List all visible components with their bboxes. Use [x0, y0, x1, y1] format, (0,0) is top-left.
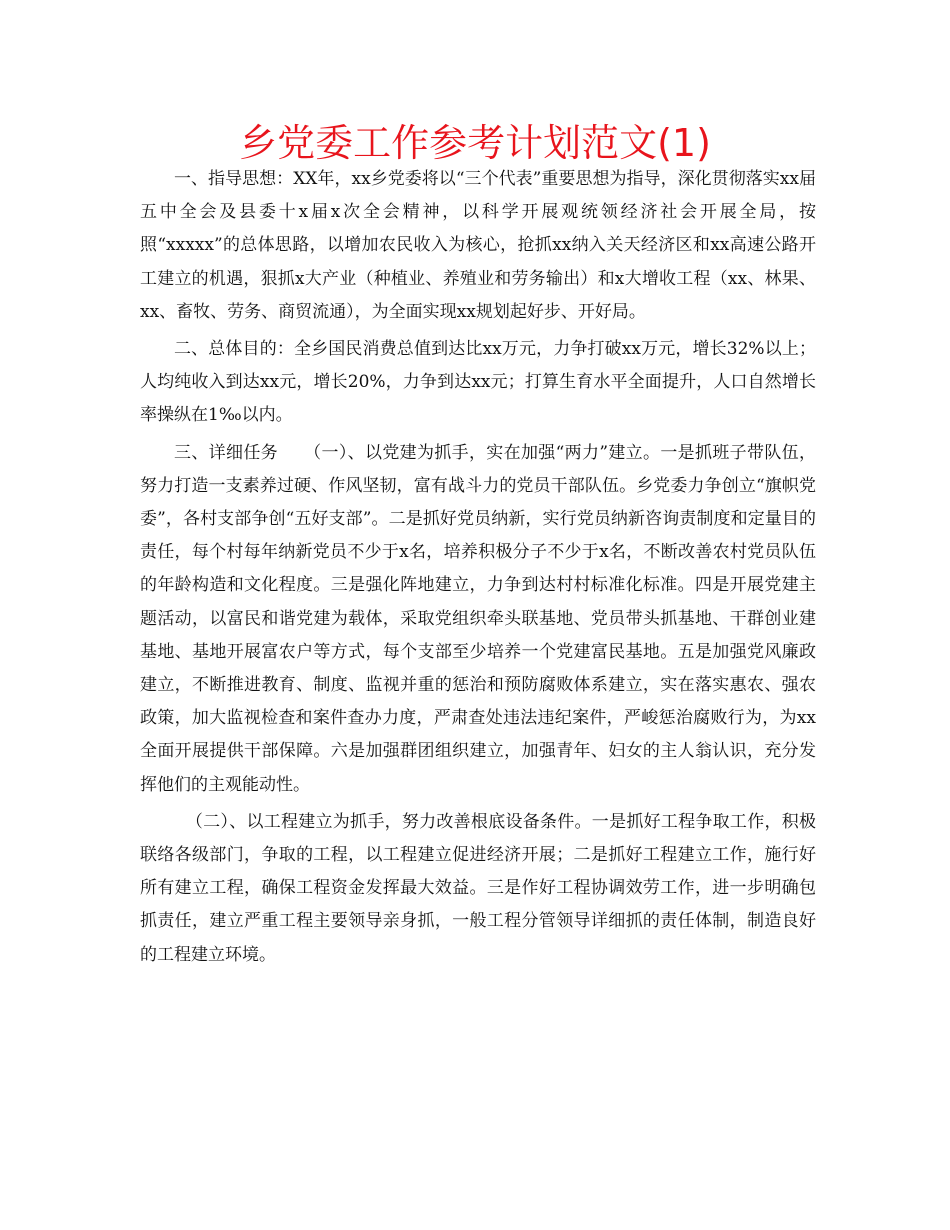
- document-title: 乡党委工作参考计划范文(1): [239, 121, 711, 165]
- paragraph-guiding-ideology: 一、指导思想：XX年，xx乡党委将以“三个代表”重要思想为指导，深化贯彻落实xx届五中全会及县委十x届x次全会精神，以科学开展观统领经济社会开展全局，按照“xxxxx”的总体思路，以增加农民收入为核心，抢抓xx纳入关天经济区和xx高速公路开工建立的机遇，狠抓x大产业（种植业、养殖业和劳务输出）和x大增收工程（xx、林果、xx、畜牧、劳务、商贸流通），为全面实现xx规划起好步、开好局。: [140, 169, 816, 322]
- document-body: [140, 163, 816, 976]
- paragraph-overall-goal: 二、总体目的：全乡国民消费总值到达比xx万元，力争打破xx万元，增长32%以上；人均纯收入到达xx元，增长20%，力争到达xx元；打算生育水平全面提升，人口自然增长率操纵在1‰以内。: [140, 339, 816, 426]
- paragraph-project-construction: （二）、以工程建立为抓手，努力改善根底设备条件。一是抓好工程争取工作，积极联络各级部门，争取的工程，以工程建立促进经济开展；二是抓好工程建立工作，施行好所有建立工程，确保工程资金发挥最大效益。三是作好工程协调效劳工作，进一步明确包抓责任，建立严重工程主要领导亲身抓，一般工程分管领导详细抓的责任体制，制造良好的工程建立环境。: [140, 811, 816, 965]
- paragraph-detailed-tasks: 三、详细任务 （一）、以党建为抓手，实在加强“两力”建立。一是抓班子带队伍，努力打造一支素养过硬、作风坚韧，富有战斗力的党员干部队伍。乡党委力争创立“旗帜党委”，各村支部争创“五好支部”。二是抓好党员纳新，实行党员纳新咨询责制度和定量目的责任，每个村每年纳新党员不少于x名，培养积极分子不少于x名，不断改善农村党员队伍的年龄构造和文化程度。三是强化阵地建立，力争到达村村标准化标准。四是开展党建主题活动，以富民和谐党建为载体，采取党组织牵头联基地、党员带头抓基地、干群创业建基地、基地开展富农户等方式，每个支部至少培养一个党建富民基地。五是加强党风廉政建立，不断推进教育、制度、监视并重的惩治和预防腐败体系建立，实在落实惠农、强农政策，加大监视检查和案件查办力度，严肃查处违法违纪案件，严峻惩治腐败行为，为xx全面开展提供干部保障。六是加强群团组织建立，加强青年、妇女的主人翁认识，充分发挥他们的主观能动性。: [140, 442, 816, 795]
